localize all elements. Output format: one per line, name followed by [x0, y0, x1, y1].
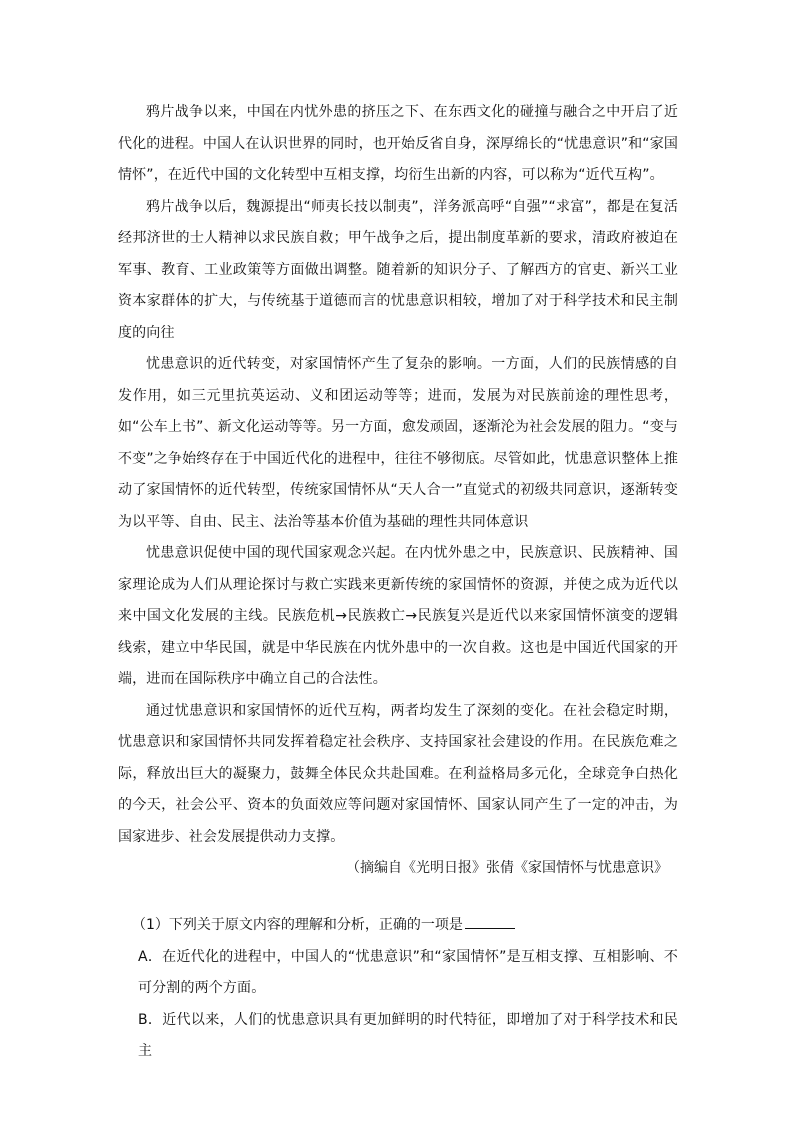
answer-blank	[465, 914, 515, 929]
passage-paragraph-4: 忧患意识促使中国的现代国家观念兴起。在内忧外患之中，民族意识、民族精神、国家理论成为人们从理论探讨与救亡实践来更新传统的家国情怀的资源，并使之成为近代以来中国文化发展的主线。民族危机→民族救亡→民族复兴是近代以来家国情怀演变的逻辑线索，建立中华民国，就是中华民族在内忧外患中的一次自救。这也是中国近代国家的开端，进而在国际秩序中确立自己的合法性。	[118, 545, 678, 687]
question-stem	[118, 910, 678, 942]
passage-paragraph-1: 鸦片战争以来，中国在内忧外患的挤压之下、在东西文化的碰撞与融合之中开启了近代化的进程。中国人在认识世界的同时，也开始反省自身，深厚绵长的“忧患意识”和“家国情怀”，在近代中国的文化转型中互相支撑，均衍生出新的内容，可以称为“近代互构”。	[118, 104, 678, 183]
passage-paragraph-5: 通过忧患意识和家国情怀的近代互构，两者均发生了深刻的变化。在社会稳定时期，忧患意识和家国情怀共同发挥着稳定社会秩序、支持国家社会建设的作用。在民族危难之际，释放出巨大的凝聚力，鼓舞全体民众共赴国难。在利益格局多元化，全球竞争白热化的今天，社会公平、资本的负面效应等问题对家国情怀、国家认同产生了一定的冲击，为国家进步、社会发展提供动力支撑。	[118, 702, 678, 845]
option-b: B．近代以来，人们的忧患意识具有更加鲜明的时代特征，即增加了对于科学技术和民主	[138, 1011, 678, 1059]
reading-passage	[118, 97, 678, 885]
option-a: A．在近代化的进程中，中国人的“忧患意识”和“家国情怀”是互相支撑、互相影响、不可分割的两个方面。	[138, 948, 678, 996]
question-stem-text: （1）下列关于原文内容的理解和分析，正确的一项是	[132, 917, 463, 933]
passage-paragraph-2: 鸦片战争以后，魏源提出“师夷长技以制夷”，洋务派高呼“自强”“求富”，都是在复活经邦济世的士人精神以求民族自救；甲午战争之后，提出制度革新的要求，清政府被迫在军事、教育、工业政策等方面做出调整。随着新的知识分子、了解西方的官吏、新兴工业资本家群体的扩大，与传统基于道德而言的忧患意识相较，增加了对于科学技术和民主制度的向往	[118, 198, 678, 341]
question-1	[118, 910, 678, 1068]
passage-paragraph-3: 忧患意识的近代转变，对家国情怀产生了复杂的影响。一方面，人们的民族情感的自发作用，如三元里抗英运动、义和团运动等等；进而，发展为对民族前途的理性思考，如“公车上书”、新文化运动等等。另一方面，愈发顽固，逐渐沦为社会发展的阻力。“变与不变”之争始终存在于中国近代化的进程中，往往不够彻底。尽管如此，忧患意识整体上推动了家国情怀的近代转型，传统家国情怀从“天人合一”直觉式的初级共同意识，逐渐转变为以平等、自由、民主、法治等基本价值为基础的理性共同体意识	[118, 356, 678, 530]
passage-source-citation: （摘编自《光明日报》张倩《家国情怀与忧患意识》	[346, 860, 668, 876]
